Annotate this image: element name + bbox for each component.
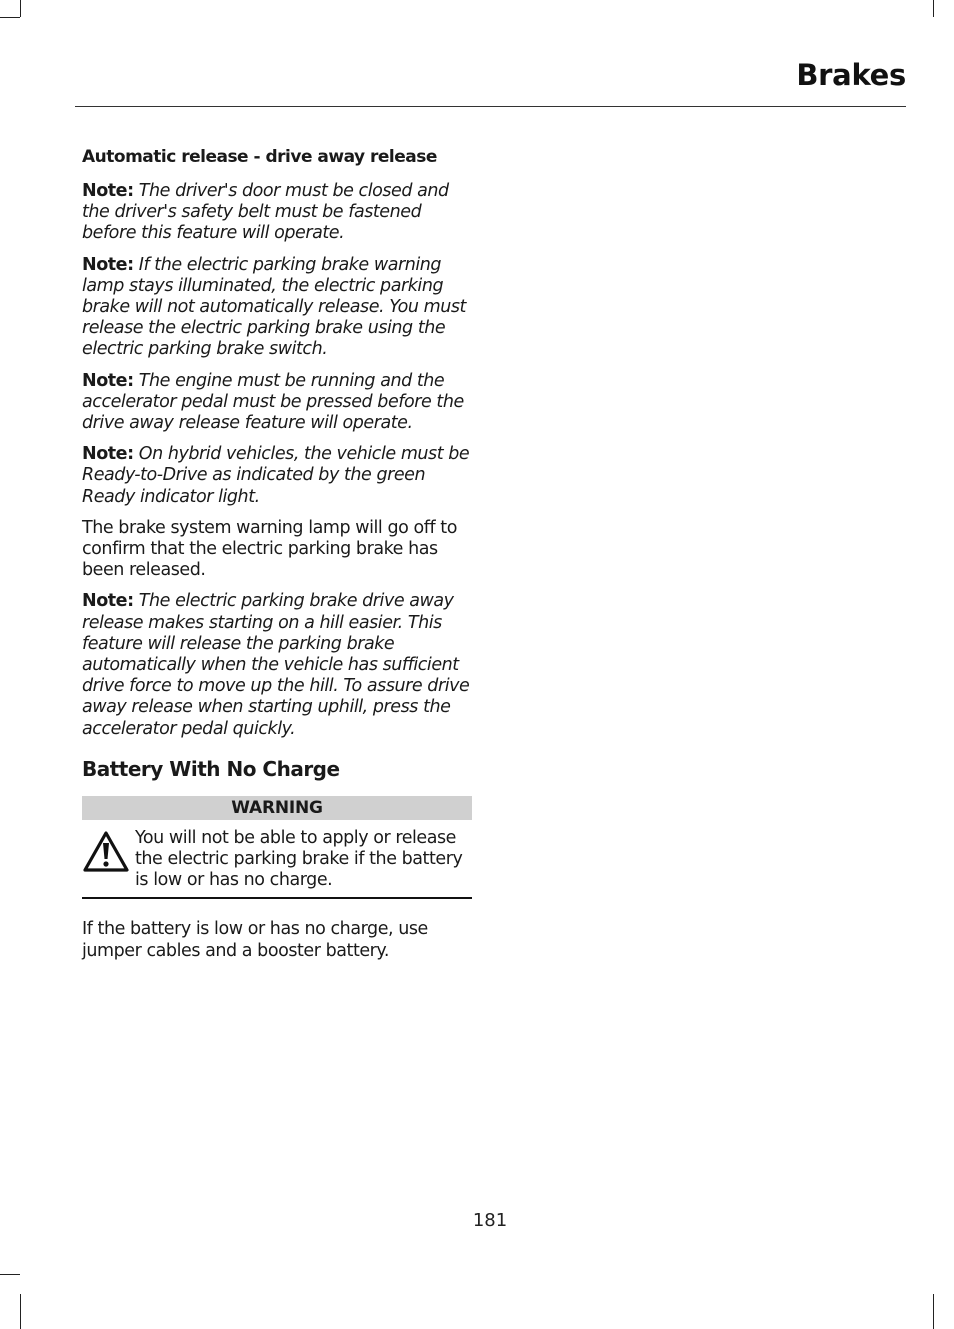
page-number: 181 — [472, 1210, 508, 1231]
note-text: On hybrid vehicles, the vehicle must be Ready-to-Drive as indicated by the green Ready indicator light. — [82, 444, 470, 507]
warning-label: WARNING — [82, 796, 472, 820]
crop-mark-bottom-right-v — [933, 1294, 934, 1329]
note-text: The electric parking brake drive away release makes starting on a hill easier. This feature will release the parking brake automatically when the vehicle has sufficient drive force to move up the hill. To assure drive away release when starting uphill, press the accelerator pedal quickly. — [82, 591, 470, 739]
note-text: The driver's door must be closed and the driver's safety belt must be fastened before this feature will operate. — [82, 181, 449, 244]
section-heading-battery: Battery With No Charge — [82, 756, 340, 781]
crop-mark-top-left-v — [20, 0, 21, 17]
body-paragraph: If the battery is low or has no charge, use jumper cables and a booster battery. — [82, 919, 428, 961]
note-text: The engine must be running and the accelerator pedal must be pressed before the drive away release feature will operate. — [82, 370, 464, 434]
note-label: Note: — [82, 444, 134, 465]
note-label: Note: — [82, 591, 134, 612]
crop-mark-top-left-h — [0, 17, 20, 18]
crop-mark-bottom-left-h — [0, 1274, 20, 1275]
note-label: Note: — [82, 254, 134, 275]
warning-text: You will not be able to apply or release the electric parking brake if the battery is low or has no charge. — [135, 827, 463, 891]
section-subheading: Automatic release - drive away release — [82, 147, 437, 167]
note-text: If the electric parking brake warning lamp stays illuminated, the electric parking brake will not automatically release. You must release the electric parking brake using the electric parking brake switch. — [82, 254, 466, 360]
note-label: Note: — [82, 181, 134, 201]
note-label: Note: — [82, 370, 134, 391]
crop-mark-bottom-left-v — [20, 1294, 21, 1329]
note-paragraph — [82, 255, 472, 361]
note-paragraph — [82, 371, 472, 435]
page-title: Brakes — [796, 58, 906, 92]
warning-body — [82, 820, 472, 900]
note-paragraph — [82, 181, 472, 245]
header-divider — [75, 106, 906, 107]
note-paragraph — [82, 444, 472, 508]
body-paragraph: The brake system warning lamp will go off to confirm that the electric parking brake has been released. — [82, 517, 457, 581]
warning-box — [82, 796, 472, 900]
note-paragraph — [82, 591, 472, 739]
crop-mark-top-right-v — [933, 0, 934, 17]
warning-triangle-icon — [82, 828, 132, 892]
main-column — [82, 146, 472, 972]
